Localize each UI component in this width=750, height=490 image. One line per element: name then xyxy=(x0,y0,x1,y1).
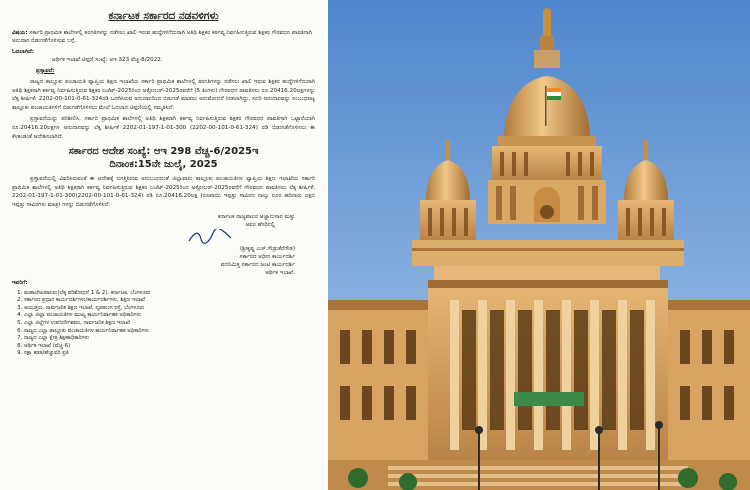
subject-label: ವಿಷಯ: xyxy=(12,30,28,36)
copy-to-label: ಇವರಿಗೆ: xyxy=(12,279,28,286)
signatory-title-2: ಪದನಿಮಿತ್ತ ಸರ್ಕಾರದ ಜಂಟಿ ಕಾರ್ಯದರ್ಶಿ xyxy=(220,261,295,268)
reference-label: ಓದಲಾಗಿದೆ: xyxy=(12,49,35,55)
signature-block xyxy=(12,213,315,277)
document-title: ಕರ್ನಾಟಕ ಸರ್ಕಾರದ ನಡವಳಿಗಳು xyxy=(108,10,219,22)
copy-to-list xyxy=(12,290,315,358)
signatory-title-3: ಆರ್ಥಿಕ ಇಲಾಖೆ. xyxy=(265,269,295,276)
copy-to-item: 7. ರಾಜ್ಯದ ಎಲ್ಲಾ ಕ್ಷೇತ್ರ ಶಿಕ್ಷಣಾಧಿಕಾರಿಗಳು xyxy=(24,335,315,343)
order-date: ದಿನಾಂಕ:15ನೇ ಜುಲೈ, 2025 xyxy=(109,159,218,171)
building-illustration xyxy=(328,0,750,490)
vidhana-soudha-building-photo xyxy=(328,0,750,490)
closing-line-1: ಕರ್ನಾಟಕ ರಾಜ್ಯಪಾಲರ ಆಜ್ಞಾನುಸಾರ ಮತ್ತು xyxy=(217,213,295,220)
handwritten-signature xyxy=(12,229,295,245)
order-number: ಸರ್ಕಾರದ ಆದೇಶ ಸಂಖ್ಯೆ: ಆಇ 298 ವೆಚ್ಚ-6/2025ಇ xyxy=(68,146,259,158)
central-facade xyxy=(412,240,684,460)
signatory-name: (ಶ್ರೀಕೃಷ್ಣ ಎಚ್.ಗೌಡ್ರುಕೆರೆಗೌಡ) xyxy=(239,245,295,252)
order-paragraph: ಪ್ರಸ್ತಾವನೆಯಲ್ಲಿ ವಿವರಿಸಿರುವಂತೆ ಈ ಆದೇಶಕ್ಕೆ ಲಗತ್ತಿಸಿರುವ ಅನುಬಂಧದಂತೆ ಜಿಲ್ಲಾವಾರು ತಾಲ್ಲೂಕು ಪಂಚಾಯತಿಗಳ ವ್ಯಾಪ್ತಿಯ ಶಿಕ್ಷಣ ಇಲಾಖೆಯ ಸರ್ಕಾರಿ ಪ್ರಾಥಮಿಕ ಶಾಲೆಗಳಲ್ಲಿ ಅತಿಥಿ ಶಿಕ್ಷಕರಾಗಿ ಕರ್ತವ್ಯ ನಿರ್ವಹಿಸುತ್ತಿರುವ ಶಿಕ್ಷಕರ ಬಜೆಟ್-2025ರಿಂದ ಅಕ್ಟೋಬರ್-2025ರವರೆಗೆ ಗೌರವಧನ ಪಾವತಿಸಲು ಲೆಕ್ಕ ಶೀರ್ಷಿಕೆ: 2202-01-197-1-01-300(2202-00-101-0-61-324) ರಡಿ ರೂ.20416.20ಲಕ್ಷ (ರೂಪಾಯಿ ಇಪ್ಪತ್ತು ಸಾವಿರದ ನಾಲ್ಕು ನೂರ ಹದಿನಾರು ಲಕ್ಷದ ಇಪ್ಪತ್ತು ಸಾವಿರಗಳು ಮಾತ್ರ) ಗಳನ್ನು ಬಿಡುಗಡೆಗೊಳಿಸಿದೆ. xyxy=(12,176,315,208)
preamble-paragraph-2: ಪ್ರಸ್ತಾವನೆಯನ್ನು ಪರಿಶೀಲಿಸಿ, ಸರ್ಕಾರಿ ಪ್ರಾಥಮಿಕ ಶಾಲೆಗಳಲ್ಲಿ ಅತಿಥಿ ಶಿಕ್ಷಕರಾಗಿ ಕರ್ತವ್ಯ ನಿರ್ವಹಿಸುತ್ತಿರುವ ಶಿಕ್ಷಕರ ಗೌರವಧನ ಪಾವತಿಗಾಗಿ ಒಟ್ಟಾರೆಯಾಗಿ ರೂ.20416.20ಲಕ್ಷಗಳ ಅನುದಾನವನ್ನು ಲೆಕ್ಕ ಶೀರ್ಷಿಕೆ 2202-01-197-1-01-300 (2202-00-101-0-61-324) ರಡಿ ಬಿಡುಗಡೆಗೊಳಿಸಲು ಈ ಕೆಳಕಂಡಂತೆ ಆದೇಶಿಸಲಾಗಿದೆ. xyxy=(12,116,315,140)
subject-text: ಸರ್ಕಾರಿ ಪ್ರಾಥಮಿಕ ಶಾಲೆಗಳಲ್ಲಿ ತರಗತಿಗಳನ್ನು ನಡೆಸಲು ಖಾಲಿ ಇರುವ ಹುದ್ದೆಗಳಿಗೆದುರಾಗಿ ಅತಿಥಿ ಶಿಕ್ಷಕರ ಕರ್ತವ್ಯ ನಿರ್ವಹಿಸುತ್ತಿರುವ ಶಿಕ್ಷಕರ ಗೌರವಧನ ಪಾವತಿಗಾಗಿ ಅನುದಾನ ಬಿಡುಗಡೆಗೊಳಿಸುವ ಬಗ್ಗೆ. xyxy=(12,30,312,44)
government-order-document xyxy=(0,0,328,490)
copy-to-item: 2. ಸರ್ಕಾರದ ಪ್ರಧಾನ ಕಾರ್ಯದರ್ಶಿಗಳು/ಕಾರ್ಯದರ್ಶಿಗಳು, ಶಿಕ್ಷಣ ಇಲಾಖೆ xyxy=(24,297,315,305)
copy-to-item: 8. ಆರ್ಥಿಕ ಇಲಾಖೆ (ವೆಚ್ಚ-6) xyxy=(24,343,315,351)
closing-line-2: ಅವರ ಹೆಸರಿನಲ್ಲಿ xyxy=(245,221,275,228)
left-wing xyxy=(328,300,428,470)
copy-to-item: 1. ಮಹಾಲೇಖಪಾಲರು(ಲೆಕ್ಕ ಪರಿಶೋಧನೆ 1 & 2), ಕರ್ನಾಟಕ, ಬೆಂಗಳೂರು xyxy=(24,290,315,298)
reference-row xyxy=(12,48,315,64)
subject-row xyxy=(12,29,315,45)
preamble-label: ಪ್ರಸ್ತಾವನೆ: xyxy=(36,68,55,74)
right-wing xyxy=(668,300,750,470)
copy-to-item: 3. ಆಯುಕ್ತರು, ಸಾರ್ವಜನಿಕ ಶಿಕ್ಷಣ ಇಲಾಖೆ, ನೃಪತುಂಗ ರಸ್ತೆ, ಬೆಂಗಳೂರು xyxy=(24,305,315,313)
copy-to-item: 4. ಎಲ್ಲಾ ಜಿಲ್ಲಾ ಪಂಚಾಯತಿಗಳ ಮುಖ್ಯ ಕಾರ್ಯನಿರ್ವಾಹಕ ಅಧಿಕಾರಿಗಳು xyxy=(24,312,315,320)
copy-to-item: 6. ರಾಜ್ಯದ ಎಲ್ಲಾ ತಾಲ್ಲೂಕು ಪಂಚಾಯತಿಗಳ ಕಾರ್ಯನಿರ್ವಾಹಕ ಅಧಿಕಾರಿಗಳು xyxy=(24,328,315,336)
order-heading xyxy=(12,145,315,171)
copy-to-item: 9. ರಕ್ಷಾ ಕಡತ/ಹೆಚ್ಚುವರಿ ಪ್ರತಿ xyxy=(24,350,315,358)
reference-text: ಆರ್ಥಿಕ ಇಲಾಖೆ ಟಿಪ್ಪಣಿ ಸಂಖ್ಯೆ: ಆಇ 323 ವೆಚ್ಚ-8/2022. xyxy=(52,57,163,63)
signatory-title-1: ಸರ್ಕಾರದ ಅಧೀನ ಕಾರ್ಯದರ್ಶಿ xyxy=(239,253,295,260)
copy-to-item: 5. ಎಲ್ಲಾ ಜಿಲ್ಲೆಗಳ ಉಪನಿರ್ದೇಶಕರು, ಸಾರ್ವಜನಿಕ ಶಿಕ್ಷಣ ಇಲಾಖೆ xyxy=(24,320,315,328)
preamble-paragraph-1: ರಾಜ್ಯದ ತಾಲ್ಲೂಕು ಪಂಚಾಯತಿ ವ್ಯಾಪ್ತಿಯ ಶಿಕ್ಷಣ ಇಲಾಖೆಯ ಸರ್ಕಾರಿ ಪ್ರಾಥಮಿಕ ಶಾಲೆಗಳಲ್ಲಿ ತರಗತಿಗಳನ್ನು ನಡೆಸಲು ಖಾಲಿ ಇರುವ ಶಿಕ್ಷಕರ ಹುದ್ದೆಗಳಿಗೆದುರಾಗಿ ಅತಿಥಿ ಶಿಕ್ಷಕರಾಗಿ ಕರ್ತವ್ಯ ನಿರ್ವಹಿಸುತ್ತಿರುವ ಶಿಕ್ಷಕರ ಬಜೆಟ್-2025ರಿಂದ ಅಕ್ಟೋಬರ್-2025ರವರೆಗೆ (5 ತಿಂಗಳು) ಗೌರವಧನ ಪಾವತಿಸಲು ರೂ.20416.20ಲಕ್ಷಗಳನ್ನು ಲೆಕ್ಕ ಶೀರ್ಷಿಕೆ: 2202-00-101-0-61-324ರಡಿ ಒದಗಿಸಿರುವ ಅನುದಾನದಿಂದ ಬಿಡುಗಡೆ ಮಾಡಲು ಅನುಮೋದನೆ ನೀಡಲಾಗಿದ್ದು, ಸದರಿ ಅನುದಾನವನ್ನು ಸಂಬಂಧಪಟ್ಟ ತಾಲ್ಲೂಕು ಪಂಚಾಯತಿಗಳಿಗೆ ಬಿಡುಗಡೆಗೊಳಿಸಲು ಮೇಲೆ ಓದಲಾದ ಟಿಪ್ಪಣಿಯಲ್ಲಿ ಸಮ್ಮತಿಸಿದೆ. xyxy=(12,79,315,111)
